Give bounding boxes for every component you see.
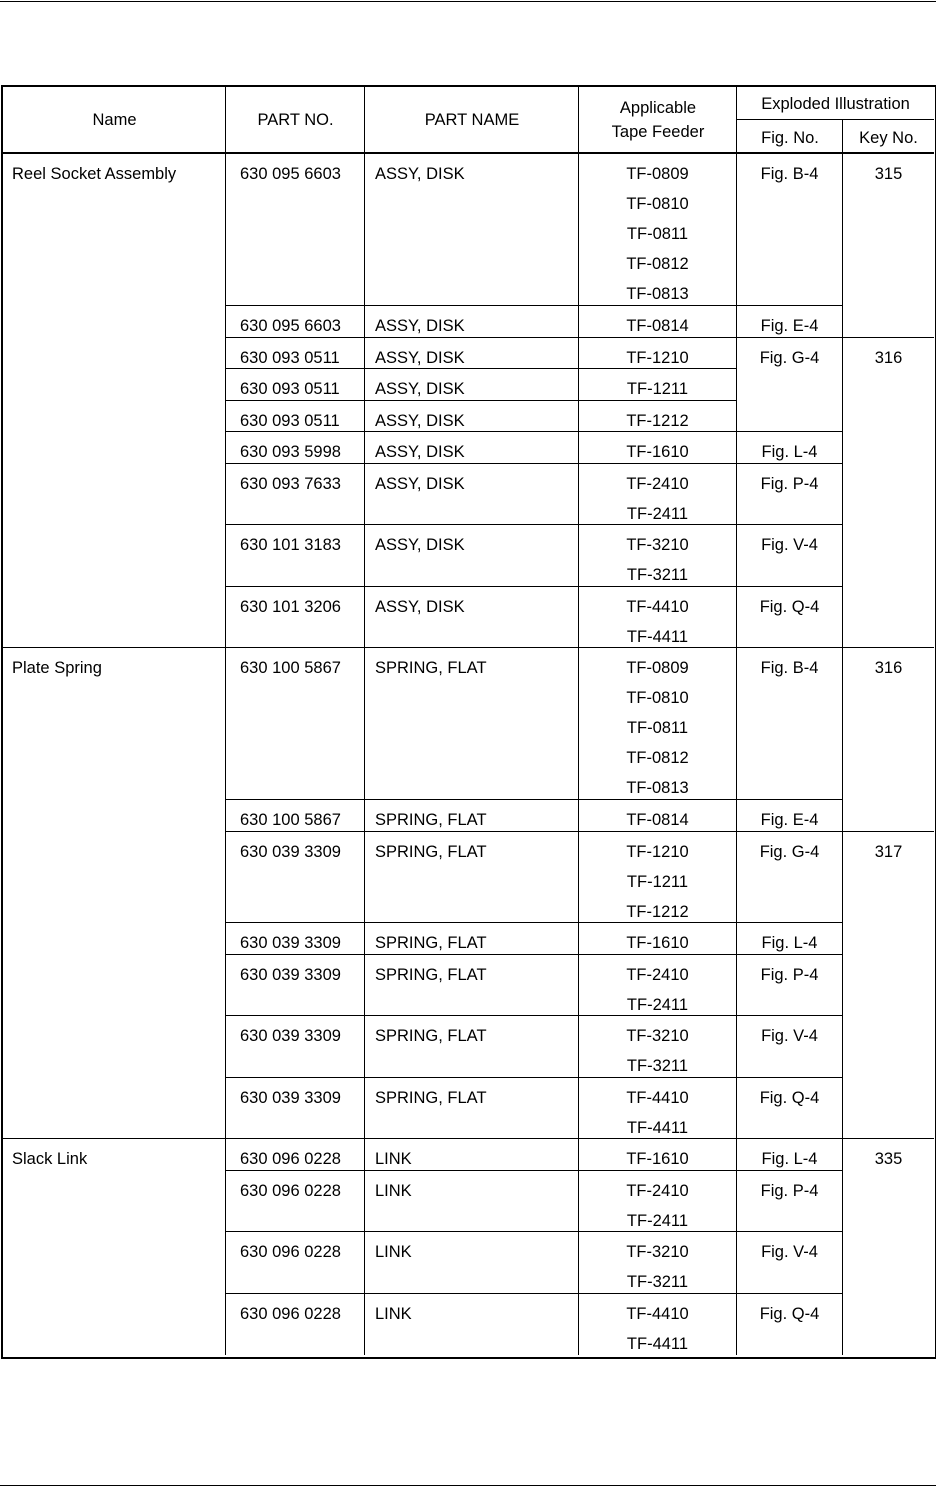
tape-feeder: TF-4410: [626, 598, 689, 616]
tape-feeder: TF-0813: [626, 779, 689, 797]
part-name: LINK: [375, 1243, 412, 1261]
tape-feeder: TF-2411: [626, 996, 689, 1014]
row-divider: [225, 400, 736, 401]
header-exploded-illustration: Exploded Illustration: [761, 95, 910, 113]
figure-number: Fig. P-4: [760, 475, 819, 493]
tape-feeder: TF-0814: [626, 811, 689, 829]
figure-number: Fig. B-4: [760, 165, 819, 183]
figure-number: Fig. G-4: [759, 349, 820, 367]
tape-feeder: TF-1211: [626, 380, 689, 398]
row-divider: [736, 337, 842, 338]
part-name: LINK: [375, 1150, 412, 1168]
tape-feeder: TF-4411: [626, 1335, 689, 1353]
row-divider: [225, 1231, 736, 1232]
row-divider: [736, 1293, 842, 1294]
column-divider: [364, 648, 365, 1139]
header-divider: [364, 86, 365, 155]
part-number: 630 039 3309: [240, 1089, 341, 1107]
header-divider: [225, 86, 226, 155]
row-divider: [736, 922, 842, 923]
tape-feeder: TF-2411: [626, 1212, 689, 1230]
tape-feeder: TF-0812: [626, 255, 689, 273]
tape-feeder: TF-0809: [626, 659, 689, 677]
header-bottom-border: [3, 152, 934, 154]
tape-feeder: TF-1210: [626, 349, 689, 367]
tape-feeder: TF-2410: [626, 966, 689, 984]
header-part-no: PART NO.: [257, 111, 334, 129]
part-number: 630 039 3309: [240, 1027, 341, 1045]
part-name: ASSY, DISK: [375, 165, 465, 183]
tape-feeder: TF-2410: [626, 475, 689, 493]
figure-number: Fig. E-4: [760, 811, 819, 829]
tape-feeder: TF-1610: [626, 1150, 689, 1168]
part-name: SPRING, FLAT: [375, 843, 487, 861]
part-name: SPRING, FLAT: [375, 966, 487, 984]
key-number: 317: [874, 843, 903, 861]
key-number: 315: [874, 165, 903, 183]
header-divider: [842, 119, 843, 155]
part-name: ASSY, DISK: [375, 443, 465, 461]
figure-number: Fig. L-4: [761, 1150, 818, 1168]
group-name: Slack Link: [12, 1150, 88, 1168]
part-number: 630 101 3183: [240, 536, 341, 554]
part-number: 630 101 3206: [240, 598, 341, 616]
part-number: 630 100 5867: [240, 811, 341, 829]
tape-feeder: TF-0810: [626, 195, 689, 213]
row-divider: [736, 586, 842, 587]
column-divider: [225, 154, 226, 648]
column-divider: [842, 648, 843, 1139]
row-divider: [225, 831, 736, 832]
tape-feeder: TF-1212: [626, 903, 689, 921]
tape-feeder: TF-0813: [626, 285, 689, 303]
part-name: ASSY, DISK: [375, 475, 465, 493]
column-divider: [225, 648, 226, 1139]
row-divider: [225, 368, 736, 369]
part-name: SPRING, FLAT: [375, 934, 487, 952]
figure-number: Fig. E-4: [760, 317, 819, 335]
header-divider: [737, 119, 934, 120]
tape-feeder: TF-4410: [626, 1305, 689, 1323]
tape-feeder: TF-0811: [626, 225, 689, 243]
tape-feeder: TF-1610: [626, 934, 689, 952]
figure-number: Fig. P-4: [760, 966, 819, 984]
top-rule: [0, 1, 936, 2]
row-divider: [736, 305, 842, 306]
figure-number: Fig. P-4: [760, 1182, 819, 1200]
part-name: ASSY, DISK: [375, 349, 465, 367]
figure-number: Fig. G-4: [759, 843, 820, 861]
figure-number: Fig. L-4: [761, 934, 818, 952]
group-divider: [3, 1138, 934, 1139]
part-name: ASSY, DISK: [375, 317, 465, 335]
row-divider: [225, 922, 736, 923]
part-number: 630 096 0228: [240, 1243, 341, 1261]
key-number: 316: [874, 349, 903, 367]
tape-feeder: TF-3210: [626, 1027, 689, 1045]
tape-feeder: TF-0814: [626, 317, 689, 335]
key-number: 316: [874, 659, 903, 677]
row-divider: [736, 1015, 842, 1016]
key-number: 335: [874, 1150, 903, 1168]
row-divider: [225, 524, 736, 525]
tape-feeder: TF-1610: [626, 443, 689, 461]
tape-feeder: TF-0812: [626, 749, 689, 767]
figure-number: Fig. V-4: [761, 536, 818, 554]
header-part-name: PART NAME: [424, 111, 520, 129]
part-number: 630 093 0511: [240, 349, 340, 367]
tape-feeder: TF-2411: [626, 505, 689, 523]
header-tape-feeder: Tape Feeder: [611, 123, 705, 141]
tape-feeder: TF-2410: [626, 1182, 689, 1200]
row-divider: [225, 586, 736, 587]
column-divider: [842, 154, 843, 648]
row-divider: [736, 799, 842, 800]
row-divider: [736, 1231, 842, 1232]
part-number: 630 039 3309: [240, 934, 341, 952]
part-number: 630 093 0511: [240, 412, 340, 430]
part-number: 630 096 0228: [240, 1150, 341, 1168]
column-divider: [736, 154, 737, 648]
part-name: SPRING, FLAT: [375, 659, 487, 677]
tape-feeder: TF-4411: [626, 628, 689, 646]
tape-feeder: TF-3210: [626, 1243, 689, 1261]
column-divider: [364, 154, 365, 648]
part-name: SPRING, FLAT: [375, 1027, 487, 1045]
row-divider: [225, 1170, 736, 1171]
column-divider: [842, 1139, 843, 1355]
column-divider: [225, 1139, 226, 1355]
figure-number: Fig. B-4: [760, 659, 819, 677]
tape-feeder: TF-0811: [626, 719, 689, 737]
row-divider: [736, 431, 842, 432]
tape-feeder: TF-0810: [626, 689, 689, 707]
tape-feeder: TF-3211: [626, 566, 689, 584]
part-number: 630 039 3309: [240, 843, 341, 861]
part-name: ASSY, DISK: [375, 598, 465, 616]
header-divider: [578, 86, 579, 155]
header-applicable: Applicable: [619, 99, 697, 117]
part-name: SPRING, FLAT: [375, 811, 487, 829]
header-key-no: Key No.: [859, 129, 918, 147]
row-divider: [225, 799, 736, 800]
tape-feeder: TF-4410: [626, 1089, 689, 1107]
row-divider: [736, 1077, 842, 1078]
figure-number: Fig. V-4: [761, 1243, 818, 1261]
header-divider: [736, 86, 737, 155]
row-divider: [225, 1293, 736, 1294]
tape-feeder: TF-3210: [626, 536, 689, 554]
row-divider: [736, 463, 842, 464]
row-divider: [225, 1015, 736, 1016]
row-divider: [736, 954, 842, 955]
figure-number: Fig. V-4: [761, 1027, 818, 1045]
row-divider: [225, 431, 736, 432]
part-number: 630 096 0228: [240, 1305, 341, 1323]
tape-feeder: TF-0809: [626, 165, 689, 183]
column-divider: [364, 1139, 365, 1355]
row-divider: [842, 337, 934, 338]
figure-number: Fig. Q-4: [759, 1089, 820, 1107]
figure-number: Fig. Q-4: [759, 1305, 820, 1323]
tape-feeder: TF-1211: [626, 873, 689, 891]
tape-feeder: TF-3211: [626, 1057, 689, 1075]
tape-feeder: TF-1210: [626, 843, 689, 861]
row-divider: [225, 305, 736, 306]
part-number: 630 039 3309: [240, 966, 341, 984]
part-name: ASSY, DISK: [375, 536, 465, 554]
part-number: 630 095 6603: [240, 165, 341, 183]
row-divider: [842, 831, 934, 832]
tape-feeder: TF-4411: [626, 1119, 689, 1137]
bottom-rule: [0, 1485, 936, 1486]
row-divider: [225, 1077, 736, 1078]
tape-feeder: TF-3211: [626, 1273, 689, 1291]
tape-feeder: TF-1212: [626, 412, 689, 430]
part-name: LINK: [375, 1305, 412, 1323]
part-number: 630 095 6603: [240, 317, 341, 335]
part-number: 630 093 5998: [240, 443, 341, 461]
part-name: SPRING, FLAT: [375, 1089, 487, 1107]
row-divider: [225, 463, 736, 464]
group-name: Plate Spring: [12, 659, 102, 677]
header-name: Name: [92, 111, 137, 129]
figure-number: Fig. L-4: [761, 443, 818, 461]
group-divider: [3, 647, 934, 648]
part-number: 630 093 7633: [240, 475, 341, 493]
figure-number: Fig. Q-4: [759, 598, 820, 616]
row-divider: [736, 831, 842, 832]
column-divider: [736, 648, 737, 1139]
part-name: ASSY, DISK: [375, 412, 465, 430]
group-name: Reel Socket Assembly: [12, 165, 177, 183]
part-name: LINK: [375, 1182, 412, 1200]
row-divider: [736, 1170, 842, 1171]
part-number: 630 093 0511: [240, 380, 340, 398]
row-divider: [225, 954, 736, 955]
part-number: 630 100 5867: [240, 659, 341, 677]
part-number: 630 096 0228: [240, 1182, 341, 1200]
row-divider: [736, 524, 842, 525]
part-name: ASSY, DISK: [375, 380, 465, 398]
header-fig-no: Fig. No.: [761, 129, 819, 147]
row-divider: [225, 337, 736, 338]
